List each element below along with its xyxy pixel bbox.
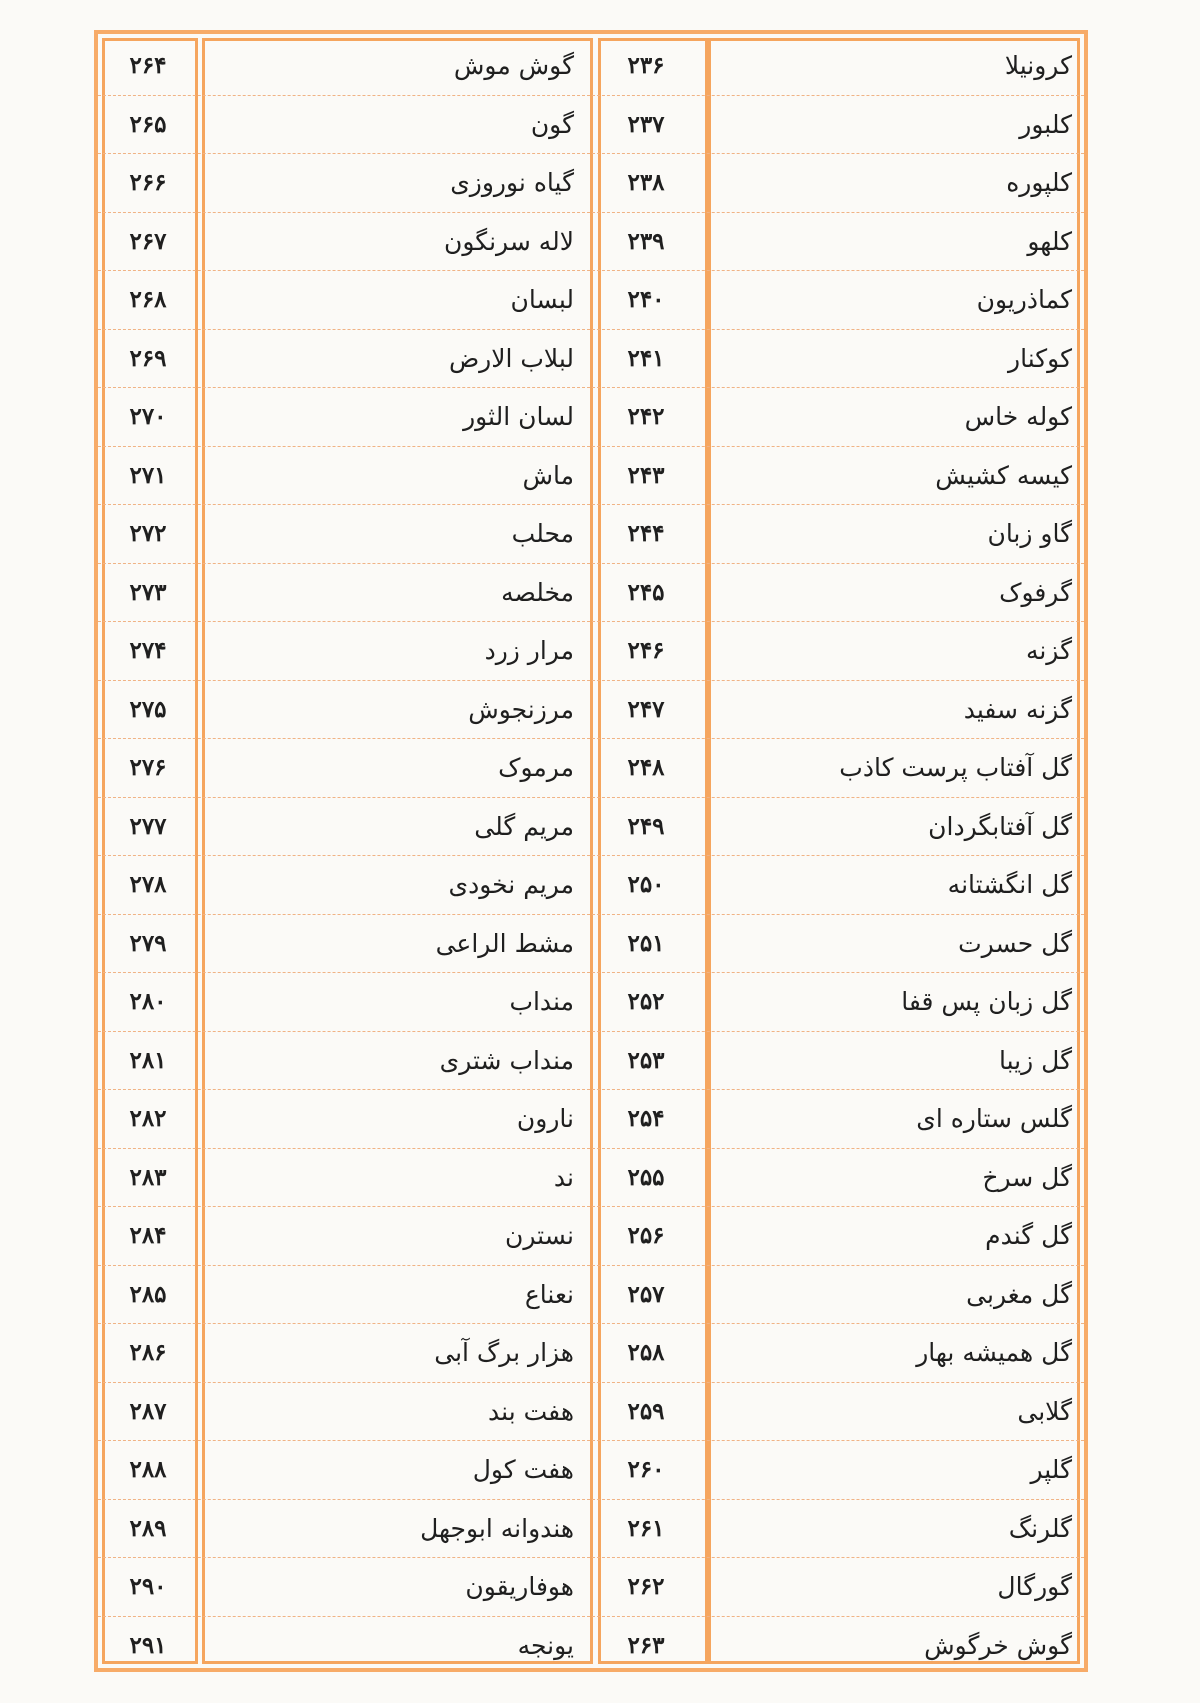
plant-name-left: گیاه نوروزی [450,168,574,198]
plant-name-left: مریم گلی [474,811,574,841]
plant-name-left: لاله سرنگون [443,226,574,256]
table-row [98,37,1084,96]
table-row [98,915,1084,974]
plant-name-left: ماش [522,460,574,490]
page-number-right: ۲۶۰ [627,1456,665,1484]
plant-name-right: کلبور [1019,109,1072,139]
plant-name-left: نعناع [524,1279,574,1309]
plant-name-right: گل گندم [985,1221,1072,1251]
page-number-right: ۲۵۳ [627,1046,665,1074]
plant-name-left: لسان الثور [463,402,574,432]
plant-name-right: کلپوره [1006,168,1072,198]
table-row [98,1441,1084,1500]
plant-name-right: گل زبان پس قفا [901,987,1072,1017]
plant-name-right: کوکنار [1008,343,1072,373]
plant-name-right: گل سرخ [982,1162,1072,1192]
page-number-left: ۲۸۱ [129,1046,167,1074]
plant-name-left: منداب شتری [439,1045,574,1075]
table-row [98,798,1084,857]
page-number-left: ۲۷۳ [129,578,167,606]
page-number-left: ۲۷۹ [129,929,167,957]
plant-name-left: نسترن [505,1221,574,1251]
page-number-right: ۲۳۸ [627,169,665,197]
page-number-right: ۲۴۰ [627,286,665,314]
plant-name-right: کلهو [1027,226,1072,256]
table-row [98,622,1084,681]
page-number-right: ۲۵۵ [627,1163,665,1191]
page-number-left: ۲۸۰ [129,988,167,1016]
page-number-left: ۲۸۸ [129,1456,167,1484]
table-row [98,1266,1084,1325]
page-number-right: ۲۴۳ [627,461,665,489]
table-row [98,1090,1084,1149]
page-number-right: ۲۵۶ [627,1222,665,1250]
page-number-right: ۲۶۳ [627,1632,665,1660]
plant-name-right: کماذریون [976,285,1072,315]
plant-name-left: لبلاب الارض [448,343,574,373]
table-row [98,564,1084,623]
page-number-right: ۲۵۹ [627,1397,665,1425]
page-number-left: ۲۷۱ [129,461,167,489]
page-number-right: ۲۳۷ [627,110,665,138]
page-number-left: ۲۸۵ [129,1280,167,1308]
page-number-left: ۲۶۴ [129,52,167,80]
plant-name-right: گوش خرگوش [924,1631,1072,1661]
page-number-right: ۲۶۲ [627,1573,665,1601]
plant-name-right: کوله خاس [964,402,1072,432]
page-number-left: ۲۸۴ [129,1222,167,1250]
page-number-right: ۲۴۹ [627,812,665,840]
table-row [98,271,1084,330]
plant-name-right: گل مغربی [966,1279,1072,1309]
table-row [98,213,1084,272]
table-row [98,681,1084,740]
page-number-left: ۲۹۱ [129,1632,167,1660]
table-row [98,447,1084,506]
plant-name-right: گلرنگ [1008,1513,1072,1543]
plant-name-left: هندوانه ابوجهل [420,1513,574,1543]
table-row [98,505,1084,564]
plant-name-left: مرموک [498,753,574,783]
plant-name-right: گزنه سفید [963,694,1072,724]
plant-name-left: نارون [516,1104,574,1134]
page-number-right: ۲۴۵ [627,578,665,606]
plant-name-right: گل حسرت [958,928,1072,958]
page-number-left: ۲۸۷ [129,1397,167,1425]
page-number-left: ۲۸۶ [129,1339,167,1367]
table-row [98,1149,1084,1208]
plant-name-left: هفت کول [472,1455,574,1485]
table-row [98,96,1084,155]
plant-name-left: محلب [511,519,574,549]
plant-name-right: گورگال [997,1572,1072,1602]
page-number-left: ۲۷۵ [129,695,167,723]
page-number-right: ۲۵۲ [627,988,665,1016]
page-number-left: ۲۸۹ [129,1514,167,1542]
plant-name-right: گل زیبا [999,1045,1072,1075]
page-number-right: ۲۵۰ [627,871,665,899]
plant-name-right: گزنه [1025,636,1072,666]
page-number-left: ۲۹۰ [129,1573,167,1601]
page-number-right: ۲۴۸ [627,754,665,782]
plant-name-left: گوش موش [453,51,574,81]
plant-name-left: منداب [509,987,574,1017]
table-row [98,856,1084,915]
table-row [98,1500,1084,1559]
plant-name-right: کیسه کشیش [935,460,1072,490]
table-row [98,1324,1084,1383]
page-number-left: ۲۷۶ [129,754,167,782]
table-row [98,388,1084,447]
index-rows [98,37,1084,1675]
plant-name-left: یونجه [517,1631,574,1661]
table-row [98,1617,1084,1676]
table-row [98,1383,1084,1442]
page-number-left: ۲۷۷ [129,812,167,840]
page-number-left: ۲۶۸ [129,286,167,314]
page-number-left: ۲۸۲ [129,1105,167,1133]
table-row [98,154,1084,213]
plant-name-left: مخلصه [501,577,574,607]
plant-name-left: مشط الراعی [435,928,574,958]
plant-name-left: ند [553,1162,574,1192]
page-number-left: ۲۶۶ [129,169,167,197]
page-number-right: ۲۳۶ [627,52,665,80]
page-number-right: ۲۴۷ [627,695,665,723]
page-number-left: ۲۶۹ [129,344,167,372]
page-number-right: ۲۵۴ [627,1105,665,1133]
plant-name-right: گل آفتابگردان [928,811,1072,841]
table-row [98,330,1084,389]
plant-name-right: گل آفتاب پرست کاذب [839,753,1072,783]
plant-name-left: گون [530,109,574,139]
plant-name-right: گلپر [1030,1455,1072,1485]
plant-name-left: هفت بند [488,1396,574,1426]
page-number-right: ۲۴۲ [627,403,665,431]
plant-name-left: هزار برگ آبی [434,1338,574,1368]
page-number-left: ۲۷۴ [129,637,167,665]
page-number-right: ۲۴۱ [627,344,665,372]
page-number-right: ۲۵۱ [627,929,665,957]
page-number-right: ۲۶۱ [627,1514,665,1542]
page-number-left: ۲۷۰ [129,403,167,431]
plant-name-right: گلس ستاره ای [916,1104,1072,1134]
plant-name-left: مرزنجوش [468,694,574,724]
plant-name-right: گاو زبان [987,519,1072,549]
page-number-right: ۲۳۹ [627,227,665,255]
plant-name-right: کرونیلا [1004,51,1072,81]
page-number-right: ۲۵۷ [627,1280,665,1308]
table-row [98,973,1084,1032]
plant-name-right: گرفوک [999,577,1072,607]
plant-name-left: لبسان [510,285,574,315]
plant-name-right: گلابی [1017,1396,1072,1426]
page-number-right: ۲۵۸ [627,1339,665,1367]
table-row [98,1207,1084,1266]
page-number-left: ۲۸۳ [129,1163,167,1191]
page-number-left: ۲۶۵ [129,110,167,138]
page-number-left: ۲۶۷ [129,227,167,255]
plant-name-right: گل انگشتانه [947,870,1072,900]
table-row [98,739,1084,798]
table-row [98,1032,1084,1091]
page-number-left: ۲۷۲ [129,520,167,548]
plant-name-left: مریم نخودی [448,870,574,900]
plant-name-right: گل همیشه بهار [916,1338,1072,1368]
page-number-right: ۲۴۴ [627,520,665,548]
plant-name-left: هوفاریقون [465,1572,574,1602]
plant-name-left: مرار زرد [484,636,574,666]
page-number-left: ۲۷۸ [129,871,167,899]
page-number-right: ۲۴۶ [627,637,665,665]
table-row [98,1558,1084,1617]
